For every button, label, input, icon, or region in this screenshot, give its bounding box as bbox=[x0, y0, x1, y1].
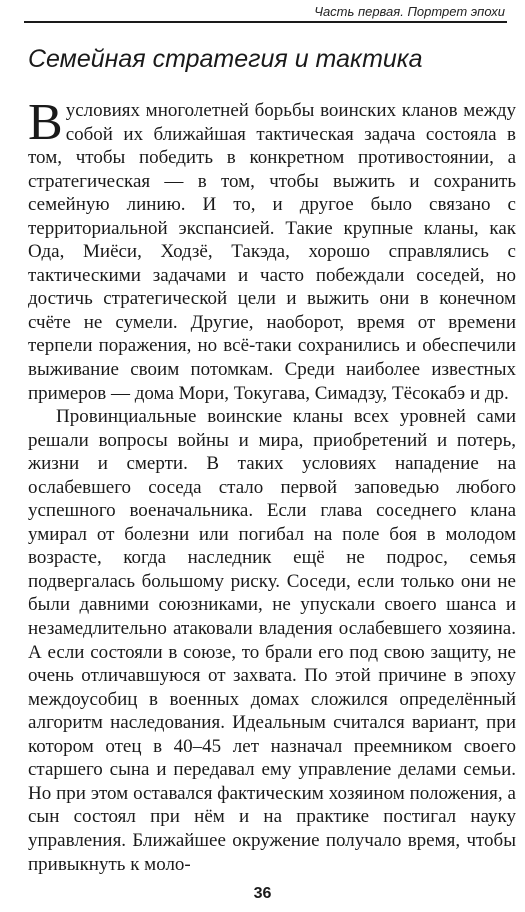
drop-cap: В bbox=[28, 94, 63, 151]
page-number: 36 bbox=[253, 885, 272, 902]
body-text bbox=[28, 94, 516, 876]
paragraph-2: Провинциальные воинские кланы всех уровней сами решали вопросы войны и мира, приобретений и потерь, жизни и смерти. В таких условиях нападение на ослабевшего соседа стало первой заповедью любого успешного военачальника. Если глава соседнего клана умирал от болезни или погибал на поле боя в молодом возрасте, когда наследник ещё не подрос, семья подвергалась большому риску. Соседи, если только они не были давними союзниками, не упускали своего шанса и незамедлительно атаковали владения ослабевшего хозяина. А если состояли в союзе, то брали его под свою защиту, не очень отличавшуюся от захвата. По этой причине в эпоху междоусобиц в военных домах сложился определённый алгоритм наследования. Идеальным считался вариант, при котором отец в 40–45 лет назначал преемником своего старшего сына и передавал ему управление делами семьи. Но при этом оставался фактическим хозяином положения, а сын состоял при нём и на практике постигал науку управления. Ближайшее окружение получало время, чтобы привыкнуть к моло- bbox=[28, 406, 516, 875]
header-divider bbox=[24, 21, 507, 23]
section-title: Семейная стратегия и тактика bbox=[28, 45, 423, 73]
paragraph-1-text: условиях многолетней борьбы воинских кланов между собой их ближайшая тактическая задача состояла в том, чтобы победить в конкретном противостоянии, а стратегическая — в том, чтобы выжить и сохранить семейную линию. И то, и другое было связано с территориальной экспансией. Такие крупные кланы, как Ода, Миёси, Ходзё, Такэда, хорошо справлялись с тактическими задачами и часто побеждали соседей, но достичь стратегической цели и выжить они в конечном счёте не сумели. Другие, наоборот, время от времени терпели поражения, но всё-таки сохранились и обеспечили выживание своим потомкам. Среди наиболее известных примеров — дома Мори, Токугава, Симадзу, Тёсокабэ и др. bbox=[28, 100, 516, 404]
paragraph-1 bbox=[28, 94, 516, 405]
running-header: Часть первая. Портрет эпохи bbox=[314, 4, 505, 19]
